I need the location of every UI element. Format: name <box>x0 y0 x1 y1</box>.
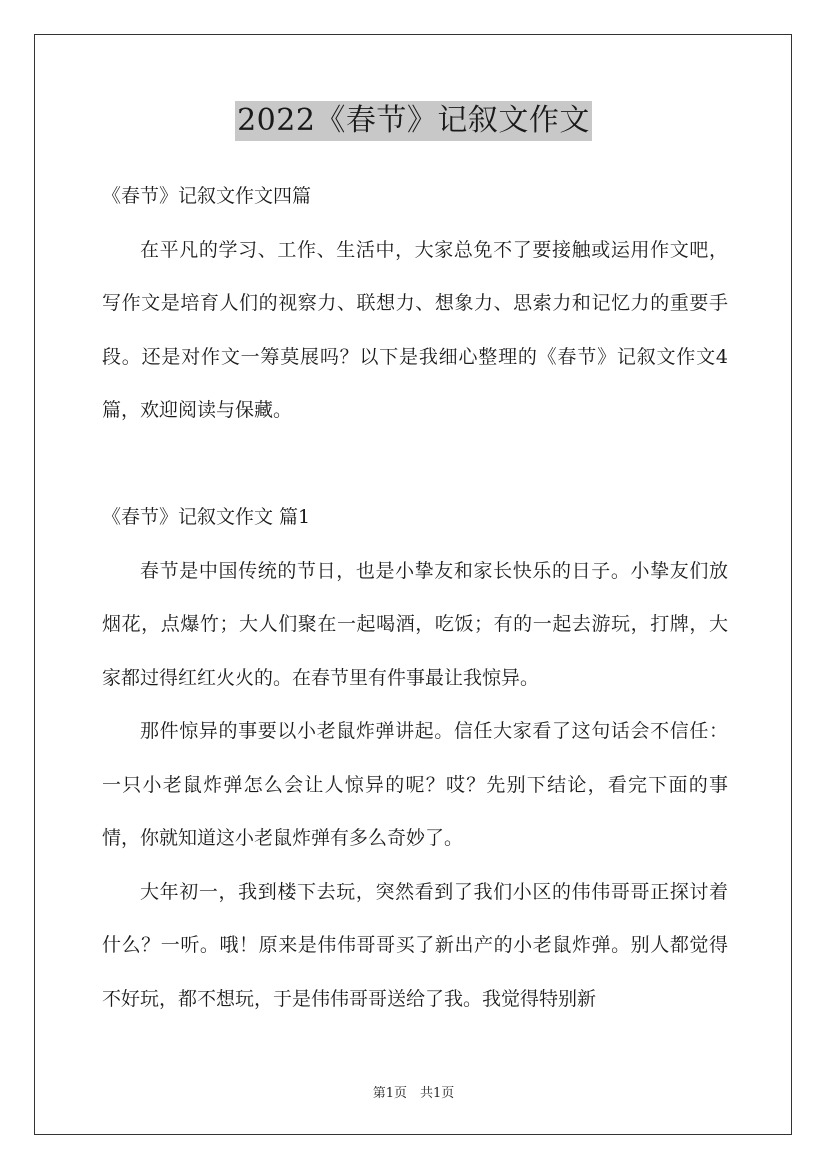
body-paragraph: 春节是中国传统的节日，也是小挚友和家长快乐的日子。小挚友们放烟花，点爆竹；大人们聚在一起喝酒，吃饭；有的一起去游玩，打牌，大家都过得红红火火的。在春节里有件事最让我惊异。 <box>102 559 728 689</box>
title-container <box>0 101 827 141</box>
section-heading: 《春节》记叙文作文 篇1 <box>102 506 311 528</box>
page-footer: 第1页 共1页 <box>372 1086 455 1101</box>
document-title: 2022《春节》记叙文作文 <box>235 101 592 141</box>
document-body <box>102 170 728 1026</box>
body-paragraph: 那件惊异的事要以小老鼠炸弹讲起。信任大家看了这句话会不信任：一只小老鼠炸弹怎么会让人惊异的呢？哎？先别下结论，看完下面的事情，你就知道这小老鼠炸弹有多么奇妙了。 <box>102 720 728 849</box>
intro-paragraph: 在平凡的学习、工作、生活中，大家总免不了要接触或运用作文吧，写作文是培育人们的视察力、联想力、想象力、思索力和记忆力的重要手段。还是对作文一筹莫展吗？以下是我细心整理的《春节》记叙文作文4篇，欢迎阅读与保藏。 <box>102 238 728 421</box>
intro-heading: 《春节》记叙文作文四篇 <box>102 185 312 207</box>
spacer <box>102 438 728 492</box>
body-paragraph: 大年初一，我到楼下去玩，突然看到了我们小区的伟伟哥哥正探讨着什么？一听。哦！原来是伟伟哥哥买了新出产的小老鼠炸弹。别人都觉得不好玩，都不想玩，于是伟伟哥哥送给了我。我觉得特别新 <box>102 880 728 1010</box>
